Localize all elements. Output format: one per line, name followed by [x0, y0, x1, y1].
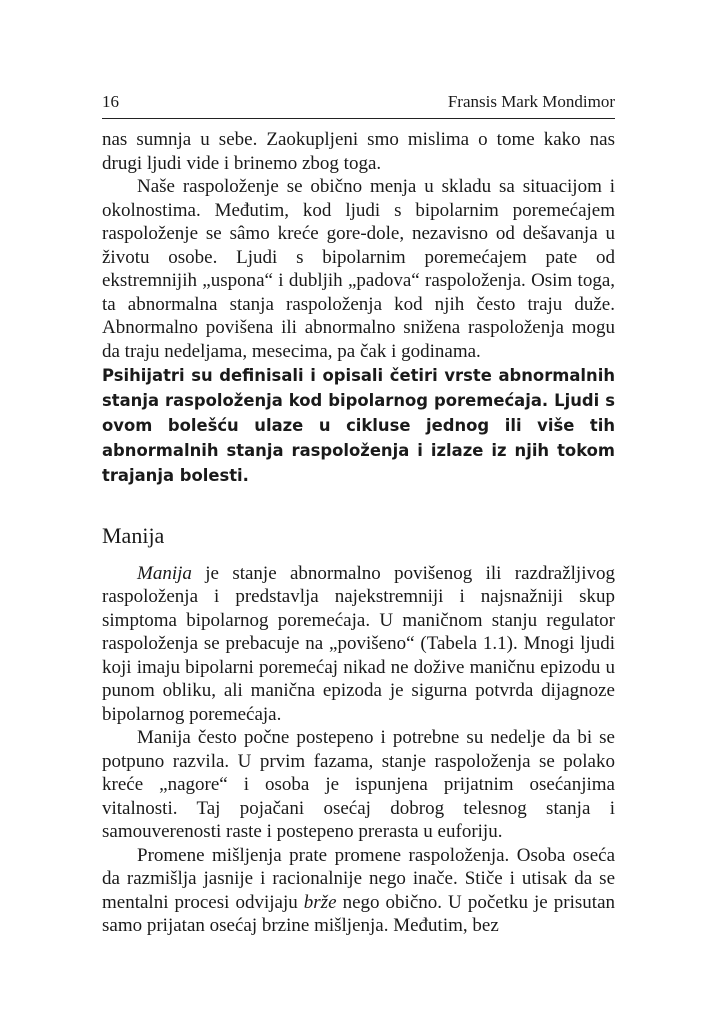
paragraph-mania-onset: Manija često počne postepeno i potrebne su nedelje da bi se potpuno razvila. U prvim fazama, stanje raspoloženja se polako kreće „nagore“ i osoba je ispunjena prijatnim osećanjima vitalnosti. Taj pojačani osećaj dobrog telesnog stanja i samouverenosti raste i postepeno prerasta u euforiju.	[102, 727, 615, 842]
paragraph-mood: Naše raspoloženje se obično menja u skladu sa situacijom i okolnostima. Međutim, kod ljudi s bipolarnim poremećajem raspoloženje se sâmo kreće gore-dole, nezavisno od dešavanja u životu osobe. Ljudi s bipolarnim poremećajem pate od ekstremnijih „uspona“ i dubljih „padova“ raspoloženja. Osim toga, ta abnormalna stanja raspoloženja kod njih često traju duže. Abnormalno povišena ili abnormalno snižena raspoloženja mogu da traju nedeljama, mesecima, pa čak i godinama.	[102, 176, 615, 362]
page-body	[102, 128, 615, 938]
running-head: Fransis Mark Mondimor	[447, 92, 615, 111]
paragraph-mania-definition-text: je stanje abnormalno povišenog ili razdražljivog raspoloženja i predstavlja najekstremniji i najsnažniji skup simptoma bipolarnog poremećaja. U maničnom stanju regulator raspoloženja se prebacuje na „povišeno“ (Tabela 1.1). Mnogi ljudi koji imaju bipolarni poremećaj nikad ne dožive maničnu epizodu u punom obliku, ali manična epizoda je sigurna potvrda dijagnoze bipolarnog poremećaja.	[102, 562, 615, 725]
section-title: Manija	[102, 523, 165, 548]
paragraph-mania-definition	[102, 562, 615, 727]
paragraph-thinking-changes	[102, 844, 615, 938]
page-header	[102, 92, 615, 119]
term-faster: brže	[303, 891, 337, 913]
term-mania: Manija	[137, 562, 192, 584]
callout-paragraph: Psihijatri su definisali i opisali četiri vrste abnormalnih stanja raspoloženja kod bipolarnog poremećaja. Ljudi s ovom bolešću ulaze u cikluse jednog ili više tih abnormalnih stanja raspoloženja i izlaze iz njih tokom trajanja bolesti.	[102, 366, 615, 485]
paragraph-thinking-part1: Promene mišljenja prate promene raspoloženja. Osoba oseća da razmišlja jasnije i racionalnije nego inače. Stiče i utisak da se mentalni procesi odvijaju	[102, 844, 615, 913]
paragraph-continued: nas sumnja u sebe. Zaokupljeni smo mislima o tome kako nas drugi ljudi vide i brinemo zbog toga.	[102, 129, 615, 174]
paragraph-thinking-part2: nego obično. U početku je prisutan samo prijatan osećaj brzine mišljenja. Međutim, bez	[102, 891, 616, 936]
page-number: 16	[102, 92, 119, 111]
